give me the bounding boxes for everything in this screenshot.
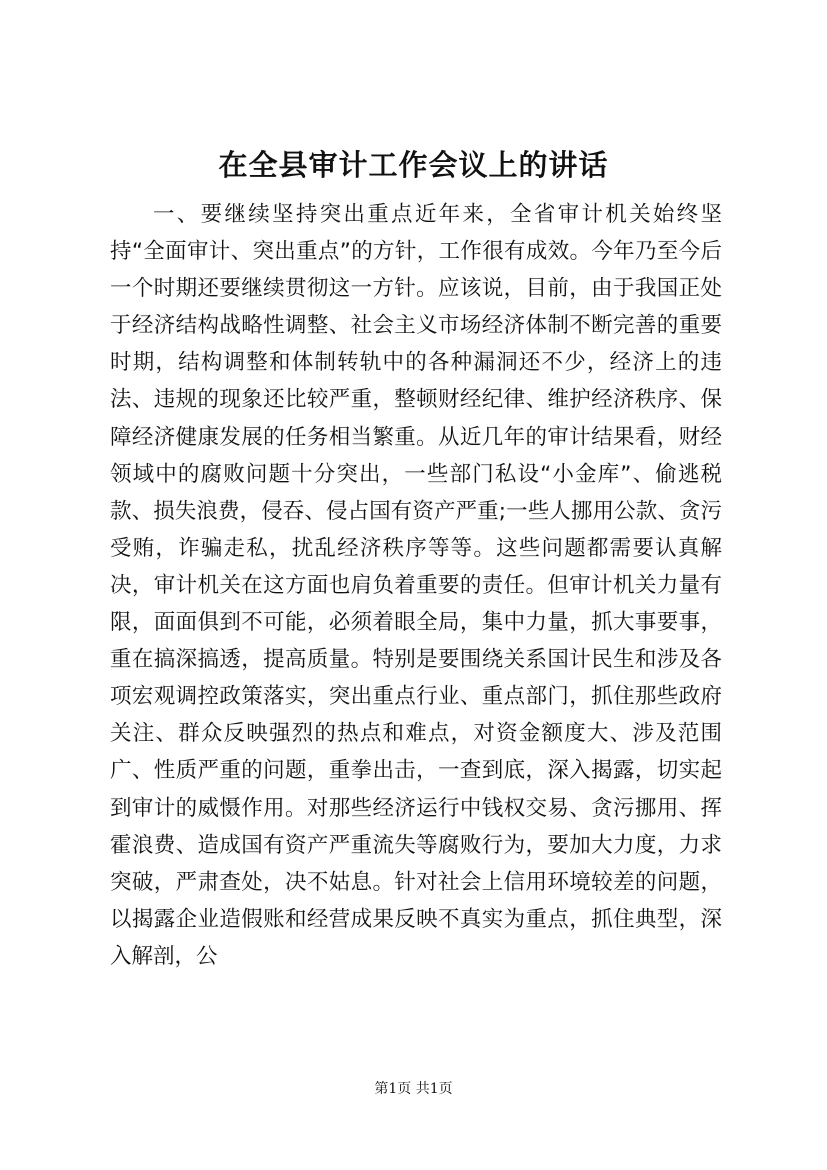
document-title: 在全县审计工作会议上的讲话: [218, 148, 609, 182]
document-body-paragraph: 一、要继续坚持突出重点近年来，全省审计机关始终坚持“全面审计、突出重点”的方针，工作很有成效。今年乃至今后一个时期还要继续贯彻这一方针。应该说，目前，由于我国正处于经济结构战略性调整、社会主义市场经济体制不断完善的重要时期，结构调整和体制转轨中的各种漏洞还不少，经济上的违法、违规的现象还比较严重，整顿财经纪律、维护经济秩序、保障经济健康发展的任务相当繁重。从近几年的审计结果看，财经领域中的腐败问题十分突出，一些部门私设“小金库”、偷逃税款、损失浪费，侵吞、侵占国有资产严重;一些人挪用公款、贪污受贿，诈骗走私，扰乱经济秩序等等。这些问题都需要认真解决，审计机关在这方面也肩负着重要的责任。但审计机关力量有限，面面俱到不可能，必须着眼全局，集中力量，抓大事要事，重在搞深搞透，提高质量。特别是要围绕关系国计民生和涉及各项宏观调控政策落实，突出重点行业、重点部门，抓住那些政府关注、群众反映强烈的热点和难点，对资金额度大、涉及范围广、性质严重的问题，重拳出击，一查到底，深入揭露，切实起到审计的威慑作用。对那些经济运行中钱权交易、贪污挪用、挥霍浪费、造成国有资产严重流失等腐败行为，要加大力度，力求突破，严肃查处，决不姑息。针对社会上信用环境较差的问题，以揭露企业造假账和经营成果反映不真实为重点，抓住典型，深入解剖，公: [110, 202, 722, 969]
page-footer: 第1页 共1页: [374, 1081, 453, 1097]
